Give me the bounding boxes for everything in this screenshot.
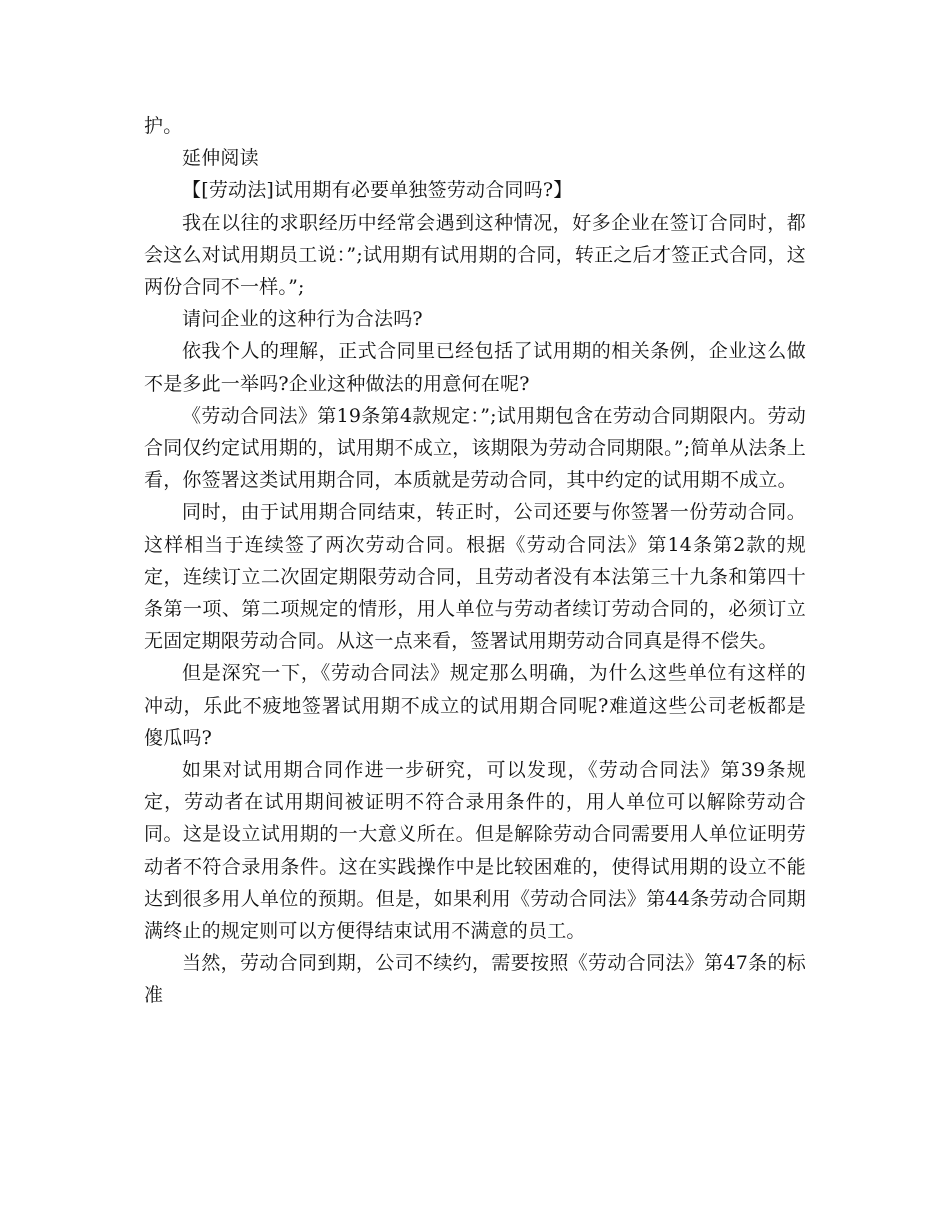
paragraph: 请问企业的这种行为合法吗? bbox=[182, 308, 423, 331]
article-title: 【[劳动法]试用期有必要单独签劳动合同吗?】 bbox=[182, 179, 573, 202]
paragraph: 我在以往的求职经历中经常会遇到这种情况，好多企业在签订合同时，都会这么对试用期员工说：”;试用期有试用期的合同，转正之后才签正式合同，这两份合同不一样。”; bbox=[144, 211, 806, 299]
paragraph: 当然，劳动合同到期，公司不续约，需要按照《劳动合同法》第47条的标准 bbox=[144, 952, 806, 1007]
paragraph: 依我个人的理解，正式合同里已经包括了试用期的相关条例，企业这么做不是多此一举吗?企业这种做法的用意何在呢? bbox=[144, 340, 806, 395]
paragraph-continuation: 护。 bbox=[144, 115, 183, 137]
section-heading-extended-reading: 延伸阅读 bbox=[182, 147, 259, 170]
document-page bbox=[144, 110, 806, 1012]
paragraph: 《劳动合同法》第19条第4款规定：”;试用期包含在劳动合同期限内。劳动合同仅约定试用期的，试用期不成立，该期限为劳动合同期限。”;简单从法条上看，你签署这类试用期合同，本质就是劳动合同，其中约定的试用期不成立。 bbox=[144, 404, 806, 492]
paragraph: 同时，由于试用期合同结束，转正时，公司还要与你签署一份劳动合同。这样相当于连续签了两次劳动合同。根据《劳动合同法》第14条第2款的规定，连续订立二次固定期限劳动合同，且劳动者没有本法第三十九条和第四十条第一项、第二项规定的情形，用人单位与劳动者续订劳动合同的，必须订立无固定期限劳动合同。从这一点来看，签署试用期劳动合同真是得不偿失。 bbox=[144, 501, 806, 653]
paragraph: 如果对试用期合同作进一步研究，可以发现，《劳动合同法》第39条规定，劳动者在试用期间被证明不符合录用条件的，用人单位可以解除劳动合同。这是设立试用期的一大意义所在。但是解除劳动合同需要用人单位证明劳动者不符合录用条件。这在实践操作中是比较困难的，使得试用期的设立不能达到很多用人单位的预期。但是，如果利用《劳动合同法》第44条劳动合同期满终止的规定则可以方便得结束试用不满意的员工。 bbox=[144, 759, 806, 943]
paragraph: 但是深究一下，《劳动合同法》规定那么明确，为什么这些单位有这样的冲动，乐此不疲地签署试用期不成立的试用期合同呢?难道这些公司老板都是傻瓜吗? bbox=[144, 662, 806, 749]
